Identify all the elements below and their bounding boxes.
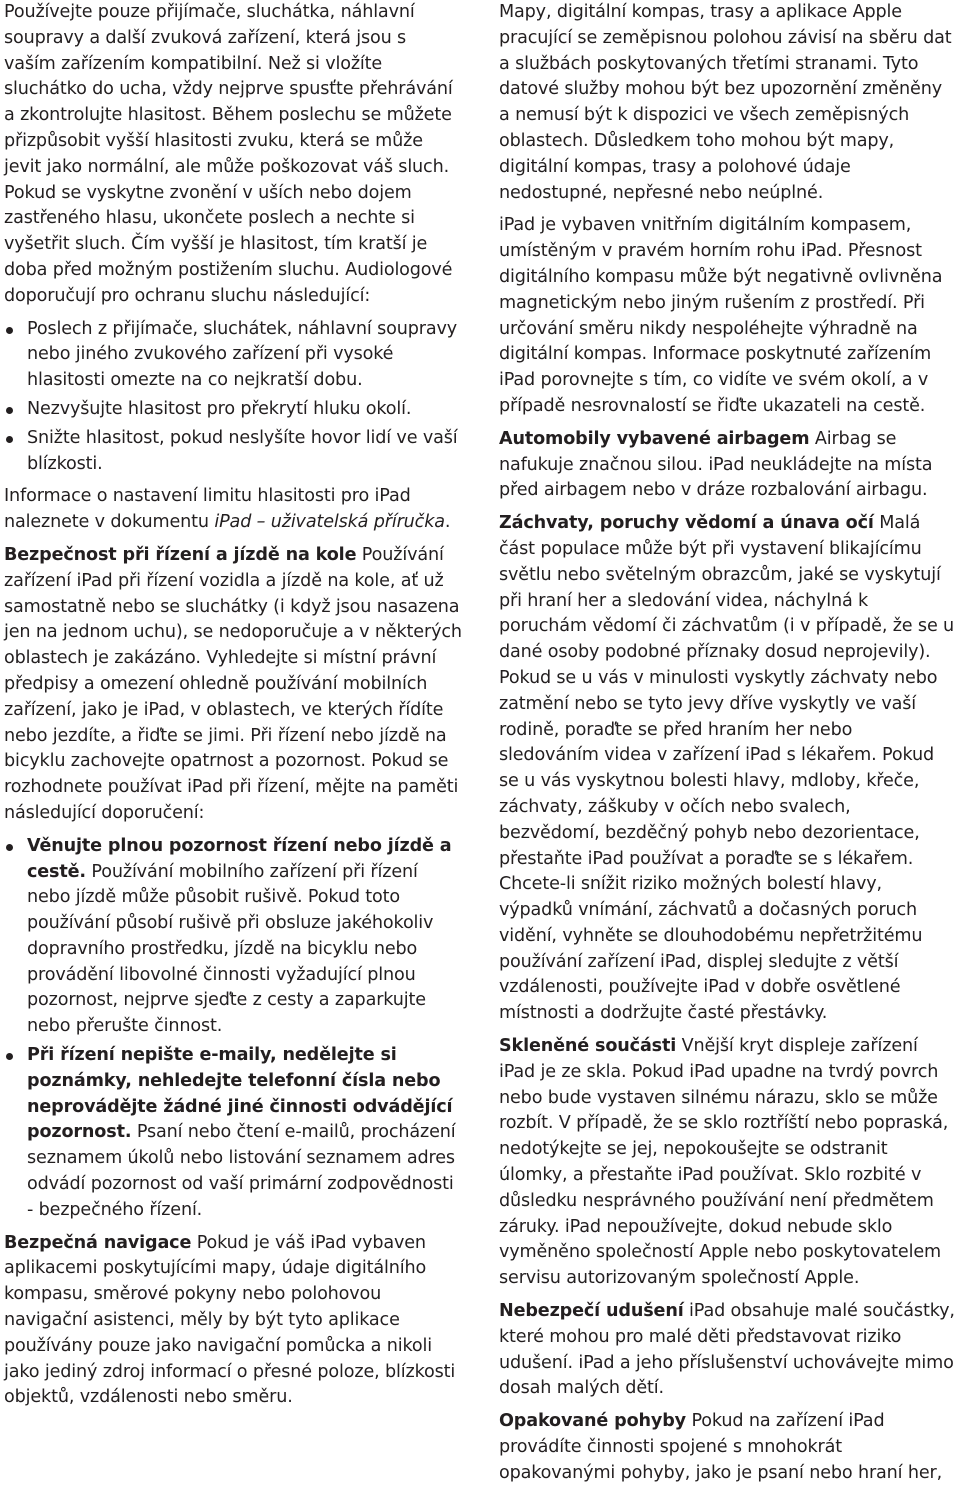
hearing-bullet-list bbox=[4, 317, 462, 478]
glass-parts-paragraph bbox=[499, 1034, 955, 1292]
user-guide-reference: iPad – uživatelská příručka bbox=[214, 512, 445, 533]
list-item bbox=[4, 1043, 462, 1224]
choking-text: iPad obsahuje malé součástky, které mohou pro malé děti představovat riziko udušení. iPad a jeho příslušenství uchovávejte mimo dosah malých dětí. bbox=[499, 1301, 955, 1399]
driving-safety-paragraph bbox=[4, 543, 462, 827]
list-item bbox=[4, 834, 462, 1040]
full-attention-text: Používání mobilního zařízení při řízení nebo jízdě může působit rušivě. Pokud toto používání působí rušivě při obsluze jakéhokoliv dopravního prostředku, jízdě na bicyklu nebo provádění libovolné činnosti vyžadující plnou pozornost, nejprve sjeďte z cesty a zaparkujte nebo přerušte činnost. bbox=[27, 861, 434, 1037]
seizures-paragraph bbox=[499, 511, 955, 1027]
maps-paragraph: Mapy, digitální kompas, trasy a aplikace Apple pracující se zeměpisnou polohou závisí na sběru dat a službách poskytovaných třetími stranami. Tyto datové služby mohou být bez upozornění změněny a nemusí být k dispozici ve všech zeměpisných oblastech. Důsledkem toho mohou být mapy, digitální kompas, trasy a polohové údaje nedostupné, nepřesné nebo neúplné. bbox=[499, 2, 952, 203]
list-item: Nezvyšujte hlasitost pro překrytí hluku okolí. bbox=[4, 397, 462, 423]
navigation-paragraph bbox=[4, 1231, 462, 1412]
navigation-heading: Bezpečná navigace bbox=[4, 1232, 192, 1253]
driving-safety-heading: Bezpečnost při řízení a jízdě na kole bbox=[4, 544, 357, 565]
compass-paragraph: iPad je vybaven vnitřním digitálním kompasem, umístěným v pravém horním rohu iPad. Přesnost digitálního kompasu může být negativně ovlivněna magnetickým nebo jiným rušením z prostředí. Při určování směru nikdy nespoléhejte výhradně na digitální kompas. Informace poskytnuté zařízením iPad porovnejte s tím, co vidíte ve svém okolí, a v případě nesrovnalostí se řiďte ukazateli na cestě. bbox=[499, 215, 943, 416]
glass-parts-text: Vnější kryt displeje zařízení iPad je ze skla. Pokud iPad upadne na tvrdý povrch nebo bude vystaven silnému nárazu, sklo se může rozbít. V případě, že se sklo roztříští nebo popraská, nedotýkejte se jej, nepokoušejte se odstranit úlomky, a přestaňte iPad používat. Sklo rozbité v důsledku nesprávného používání není předmětem záruky. iPad nepoužívejte, dokud nebude sklo vyměněno společností Apple nebo poskytovatelem servisu autorizovaným společností Apple. bbox=[499, 1036, 949, 1289]
driving-bullet-list bbox=[4, 834, 462, 1224]
volume-limit-paragraph bbox=[4, 484, 462, 536]
seizures-heading: Záchvaty, poruchy vědomí a únava očí bbox=[499, 513, 874, 534]
no-email-bold: Při řízení nepište e-maily, nedělejte si poznámky, nehledejte telefonní čísla nebo neprovádějte žádné jiné činnosti odvádějící pozornost. bbox=[27, 1045, 453, 1143]
airbag-heading: Automobily vybavené airbagem bbox=[499, 428, 810, 449]
choking-paragraph bbox=[499, 1299, 955, 1402]
list-item: Snižte hlasitost, pokud neslyšíte hovor lidí ve vaší blízkosti. bbox=[4, 426, 462, 478]
airbag-paragraph bbox=[499, 427, 955, 504]
hearing-paragraph: Používejte pouze přijímače, sluchátka, náhlavní soupravy a další zvuková zařízení, která jsou s vaším zařízením kompatibilní. Než si vložíte sluchátko do ucha, vždy nejprve spusťte přehrávání a zkontrolujte hlasitost. Během poslechu se můžete přizpůsobit vyšší hlasitosti zvuku, která se může jevit jako normální, ale může poškozovat váš sluch. Pokud se vyskytne zvonění v uších nebo dojem zastřeného hlasu, ukončete poslech a nechte si vyšetřit sluch. Čím vyšší je hlasitost, tím kratší je doba před možným postižením sluchu. Audiologové doporučují pro ochranu sluchu následující: bbox=[4, 2, 453, 306]
airbag-text: Airbag se nafukuje značnou silou. iPad neukládejte na místa před airbagem nebo v dráze rozbalování airbagu. bbox=[499, 428, 933, 501]
volume-limit-end: . bbox=[444, 512, 451, 533]
list-item: Poslech z přijímače, sluchátek, náhlavní soupravy nebo jiného zvukového zařízení při vysoké hlasitosti omezte na co nejkratší dobu. bbox=[4, 317, 462, 394]
full-attention-bold: Věnujte plnou pozornost řízení nebo jízdě a cestě. bbox=[27, 835, 452, 882]
left-column bbox=[4, 0, 462, 1418]
navigation-text: Pokud je váš iPad vybaven aplikacemi poskytujícími mapy, údaje digitálního kompasu, směrové pokyny nebo polohovou navigační asistenci, měly by být tyto aplikace používány pouze jako navigační pomůcka a nikoli jako jediný zdroj informací o přesné poloze, blízkosti objektů, vzdálenosti nebo směru. bbox=[4, 1232, 456, 1408]
repetitive-motion-text: Pokud na zařízení iPad provádíte činnosti spojené s mnohokrát opakovanými pohyby, jako je psaní nebo hraní her, bbox=[499, 1411, 943, 1483]
seizures-text: Malá část populace může být při vystavení blikajícímu světlu nebo světelným obrazcům, jaké se vyskytují při hraní her a sledování videa, náchylná k poruchám vědomí či záchvatům (i v případě, že se u dané osoby podobné příznaky dosud neprojevily). Pokud se u vás v minulosti vyskytly záchvaty nebo zatmění nebo se tyto jevy dříve vyskytly ve vaší rodině, poraďte se před hraním her nebo sledováním videa v zařízení iPad s lékařem. Pokud se u vás vyskytnou bolesti hlavy, mdloby, křeče, záchvaty, záškuby v očích nebo svalech, bezvědomí, bezděčný pohyb nebo dezorientace, přestaňte iPad používat a poraďte se s lékařem. Chcete-li snížit riziko možných bolestí hlavy, výpadků vnímání, záchvatů a dočasných poruch vidění, vyhněte se dlouhodobému nepřetržitému používání zařízení iPad, displej sledujte z větší vzdálenosti, používejte iPad v dobře osvětlené místnosti a dodržujte časté přestávky. bbox=[499, 513, 955, 1024]
choking-heading: Nebezpečí udušení bbox=[499, 1301, 684, 1322]
repetitive-motion-heading: Opakované pohyby bbox=[499, 1411, 686, 1432]
no-email-text: Psaní nebo čtení e-mailů, procházení seznamem úkolů nebo listování seznamem adres odvádí pozornost od vaší primární zodpovědnosti - bezpečného řízení. bbox=[27, 1122, 456, 1220]
volume-limit-text: Informace o nastavení limitu hlasitosti pro iPad naleznete v dokumentu bbox=[4, 486, 411, 533]
driving-safety-text: Používání zařízení iPad při řízení vozidla a jízdě na kole, ať už samostatně nebo se sluchátky (i když jsou nasazena jen na jednom uchu), se nedoporučuje a v některých oblastech je zakázáno. Vyhledejte si místní právní předpisy a omezení ohledně používání mobilních zařízení, jako je iPad, v oblastech, ve kterých řídíte nebo jezdíte, a řiďte se jimi. Při řízení nebo jízdě na bicyklu zachovejte opatrnost a pozornost. Pokud se rozhodnete používat iPad při řízení, mějte na paměti následující doporučení: bbox=[4, 544, 462, 823]
right-column bbox=[499, 0, 955, 1494]
repetitive-motion-paragraph bbox=[499, 1409, 955, 1486]
glass-parts-heading: Skleněné součásti bbox=[499, 1036, 677, 1057]
